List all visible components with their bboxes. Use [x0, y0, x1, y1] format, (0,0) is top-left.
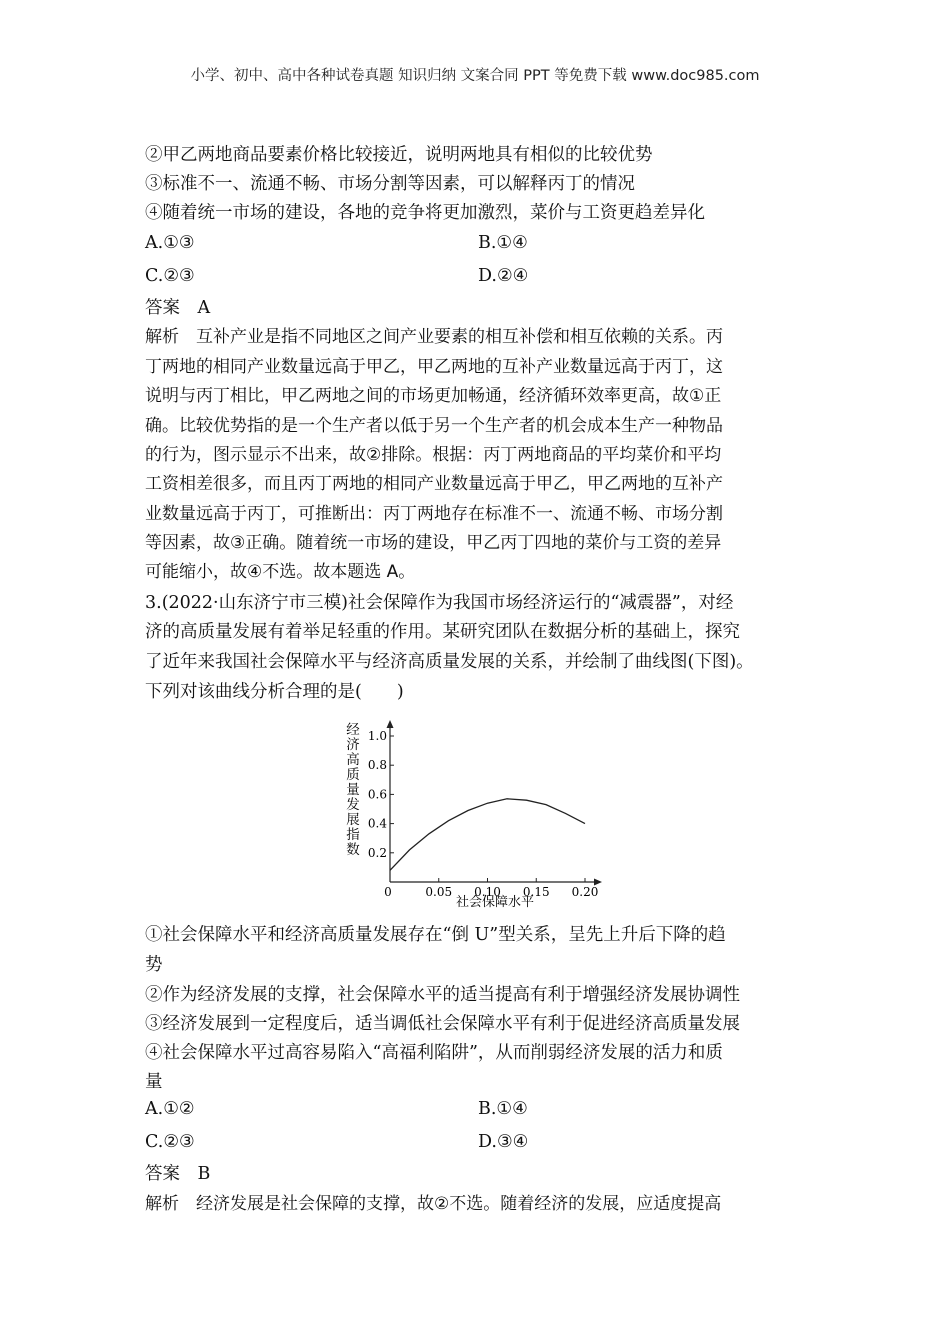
q2-analysis-line: 的行为，图示显示不出来，故②排除。根据：丙丁两地商品的平均菜价和平均	[145, 445, 722, 465]
q3-stem-line: 下列对该曲线分析合理的是( )	[145, 682, 404, 702]
y-tick-label: 0.4	[367, 816, 387, 831]
y-axis-label-char: 济	[346, 737, 360, 753]
q3-stem-line: 了近年来我国社会保障水平与经济高质量发展的关系，并绘制了曲线图(下图)。	[145, 652, 754, 672]
page-header: 小学、初中、高中各种试卷真题 知识归纳 文案合同 PPT 等免费下载 www.doc985.com	[190, 68, 760, 84]
q2-statement-2: ②甲乙两地商品要素价格比较接近，说明两地具有相似的比较优势	[145, 145, 653, 165]
q3-curve-chart	[340, 718, 610, 910]
q3-statement-1: ①社会保障水平和经济高质量发展存在“倒 U”型关系，呈先上升后下降的趋	[145, 925, 726, 945]
q3-analysis-line: 解析 经济发展是社会保障的支撑，故②不选。随着经济的发展，应适度提高	[145, 1194, 722, 1214]
q3-stem-line: 3.(2022·山东济宁市三模)社会保障作为我国市场经济运行的“减震器”，对经	[145, 593, 734, 613]
y-axis-label-char: 量	[346, 782, 360, 798]
q2-statement-3: ③标准不一、流通不畅、市场分割等因素，可以解释丙丁的情况	[145, 174, 635, 194]
y-axis-label-char: 展	[346, 812, 360, 828]
q2-option-d: D.②④	[478, 266, 529, 286]
y-axis-label-char: 经	[346, 722, 360, 738]
x-axis-label: 社会保障水平	[455, 895, 535, 910]
q2-option-c: C.②③	[145, 266, 195, 286]
q3-option-a: A.①②	[145, 1099, 195, 1119]
y-tick-label: 0.6	[367, 787, 387, 802]
q2-analysis-line: 丁两地的相同产业数量远高于甲乙，甲乙两地的互补产业数量远高于丙丁，这	[145, 357, 723, 377]
q2-analysis-line: 工资相差很多，而且丙丁两地的相同产业数量远高于甲乙，甲乙两地的互补产	[145, 474, 723, 494]
y-axis-arrow	[387, 720, 394, 728]
q2-analysis-line: 说明与丙丁相比，甲乙两地之间的市场更加畅通，经济循环效率更高，故①正	[145, 386, 722, 406]
y-axis-label-char: 数	[346, 842, 360, 858]
y-axis-label-char: 质	[346, 767, 360, 783]
q3-statement-3: ③经济发展到一定程度后，适当调低社会保障水平有利于促进经济高质量发展	[145, 1014, 740, 1034]
x-tick-label: 0.20	[571, 885, 599, 899]
q2-option-b: B.①④	[478, 233, 528, 253]
q3-statement-4-cont: 量	[145, 1072, 163, 1092]
y-axis-label-char: 发	[346, 797, 360, 813]
q3-option-c: C.②③	[145, 1132, 195, 1152]
y-tick-label: 0.8	[367, 758, 387, 773]
q3-stem-line: 济的高质量发展有着举足轻重的作用。某研究团队在数据分析的基础上，探究	[145, 622, 740, 642]
q2-option-a: A.①③	[145, 233, 195, 253]
q2-analysis-line: 确。比较优势指的是一个生产者以低于另一个生产者的机会成本生产一种物品	[145, 416, 723, 436]
y-axis-label	[346, 722, 360, 858]
x-tick-label: 0.15	[522, 885, 550, 899]
q2-analysis-line: 业数量远高于丙丁，可推断出：丙丁两地存在标准不一、流通不畅、市场分割	[145, 504, 723, 524]
q3-statement-1-cont: 势	[145, 955, 163, 975]
series-curve	[390, 799, 585, 871]
q2-analysis-line: 解析 互补产业是指不同地区之间产业要素的相互补偿和相互依赖的关系。丙	[145, 327, 723, 347]
q3-statement-2: ②作为经济发展的支撑，社会保障水平的适当提高有利于增强经济发展协调性	[145, 985, 740, 1005]
x-tick-label: 0.05	[425, 885, 453, 899]
y-tick-label: 1.0	[367, 729, 387, 743]
y-tick-label: 0.2	[367, 845, 387, 860]
x-tick-label: 0.10	[474, 885, 501, 899]
q3-option-d: D.③④	[478, 1132, 529, 1152]
q2-analysis-line: 可能缩小，故④不选。故本题选 A。	[145, 562, 416, 582]
q2-statement-4: ④随着统一市场的建设，各地的竞争将更加激烈，菜价与工资更趋差异化	[145, 203, 705, 223]
q3-answer: 答案 B	[145, 1164, 211, 1184]
y-axis-label-char: 高	[346, 752, 360, 768]
q3-option-b: B.①④	[478, 1099, 528, 1119]
q3-statement-4: ④社会保障水平过高容易陷入“高福利陷阱”，从而削弱经济发展的活力和质	[145, 1043, 723, 1063]
y-axis-label-char: 指	[346, 827, 360, 843]
x-tick-label: 0	[384, 885, 392, 899]
q2-analysis-line: 等因素，故③正确。随着统一市场的建设，甲乙丙丁四地的菜价与工资的差异	[145, 533, 722, 553]
q2-answer: 答案 A	[145, 298, 211, 318]
